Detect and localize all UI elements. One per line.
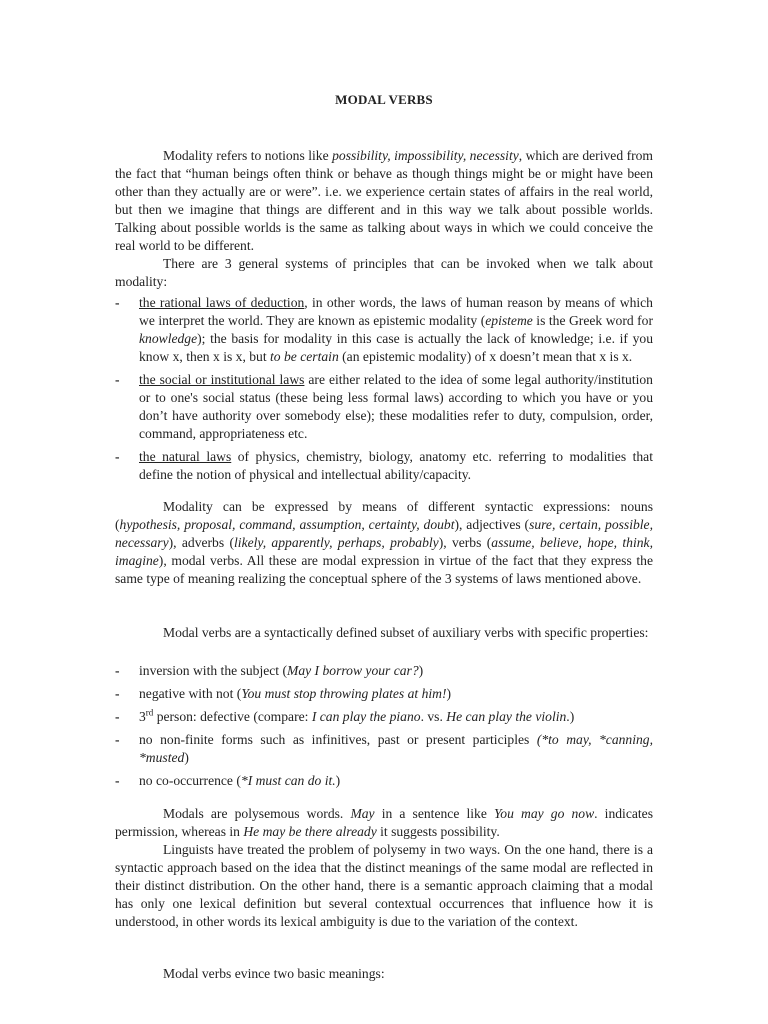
text-span: inversion with the subject ( [139, 663, 287, 678]
italic-span: to be certain [270, 349, 339, 364]
italic-span: hypothesis, proposal, command, assumption, certainty, doubt [119, 517, 455, 532]
text-span: Modal verbs are a syntactically defined subset of auxiliary verbs with specific properties: [163, 625, 649, 640]
paragraph-modal-properties [115, 624, 653, 642]
italic-span: episteme [485, 313, 533, 328]
text-span: . indicates permission, whereas in [115, 806, 653, 839]
underlined-term: the natural laws [139, 449, 232, 464]
italic-span: possibility, impossibility, necessity [332, 148, 519, 163]
text-span: ) [184, 750, 189, 765]
text-span: Modals are polysemous words. [163, 806, 351, 821]
paragraph-systems [115, 255, 653, 291]
laws-list [115, 294, 653, 484]
italic-span: (*to may, *canning, *musted [139, 732, 654, 765]
text-span: , which are derived from the fact that “human beings often think or behave as though things might be or might have been other than they actually are or were”. i.e. we experience certain states of affairs in the real world, but then we imagine that things are different and in this way we talk about possible worlds. Talking about possible worlds is the same as talking about ways in which we could conceive the real world to be different. [115, 148, 653, 253]
text-span: ); the basis for modality in this case is actually the lack of knowledge; i.e. if you know x, then x is x, but [139, 331, 653, 364]
text-span: ) [335, 773, 341, 788]
dash-bullet-icon: - [115, 709, 120, 724]
italic-span: knowledge [139, 331, 198, 346]
superscript: rd [145, 707, 154, 718]
italic-span: sure, certain, possible, necessary [115, 517, 653, 550]
italic-span: May [350, 806, 375, 821]
text-span: is the Greek word for [532, 313, 653, 328]
list-item [115, 662, 653, 680]
text-span: in a sentence like [374, 806, 494, 821]
italic-span: You must stop throwing plates at him! [241, 686, 447, 701]
text-span: Modality can be expressed by means of different syntactic expressions: nouns ( [115, 499, 653, 532]
text-span: 3 [139, 709, 146, 724]
paragraph-basic-meanings [115, 965, 653, 983]
list-item [115, 772, 653, 790]
paragraph-polysemy [115, 805, 653, 841]
dash-bullet-icon: - [115, 686, 120, 701]
list-item [115, 685, 653, 703]
text-span: ) [418, 663, 424, 678]
italic-span: You may go now [493, 806, 595, 821]
dash-bullet-icon: - [115, 732, 120, 747]
dash-bullet-icon: - [115, 449, 120, 464]
underlined-term: the rational laws of deduction [139, 295, 305, 310]
text-span: . vs. [420, 709, 447, 724]
text-span: no co-occurrence ( [139, 773, 241, 788]
italic-span: likely, apparently, perhaps, probably [234, 535, 439, 550]
list-item [115, 294, 653, 366]
list-item [115, 731, 653, 767]
text-span: Linguists have treated the problem of polysemy in two ways. On the one hand, there is a syntactic approach based on the idea that the distinct meanings of the same modal are reflected in their distinct distribution. On the other hand, there is a semantic approach claiming that a modal has only one lexical definition but several contextual occurrences that influence how it is understood, in other words its lexical ambiguity is due to the variation of the context. [115, 842, 653, 929]
paragraph-linguists [115, 841, 653, 931]
text-span: There are 3 general systems of principles that can be invoked when we talk about modality: [115, 256, 653, 289]
text-span: ) [446, 686, 452, 701]
text-span: ), adverbs ( [168, 535, 235, 550]
text-span: Modality refers to notions like [163, 148, 333, 163]
italic-span: *I must can do it. [240, 773, 336, 788]
italic-span: He may be there already [243, 824, 377, 839]
dash-bullet-icon: - [115, 773, 120, 788]
list-item [115, 708, 653, 726]
list-item [115, 448, 653, 484]
text-span: ), verbs ( [438, 535, 492, 550]
text-span: no non-finite forms such as infinitives, past or present participles [139, 732, 537, 747]
text-span: , in other words, the laws of human reason by means of which we interpret the world. They are known as epistemic modality ( [139, 295, 653, 328]
text-span: .) [566, 709, 575, 724]
paragraph-intro [115, 147, 653, 255]
text-span: ), adjectives ( [454, 517, 530, 532]
text-span: person: defective (compare: [153, 709, 312, 724]
page-title: MODAL VERBS [335, 92, 433, 107]
dash-bullet-icon: - [115, 663, 120, 678]
underlined-term: the social or institutional laws [139, 372, 305, 387]
text-span: ), modal verbs. All these are modal expression in virtue of the fact that they express the same type of meaning realizing the conceptual sphere of the 3 systems of laws mentioned above. [115, 553, 653, 586]
text-span: are either related to the idea of some legal authority/institution or to one's social status (these being less formal laws) according to which you have or you don’t have authority over somebody else); these modalities refer to duty, compulsion, order, command, appropriateness etc. [139, 372, 653, 441]
italic-span: assume, believe, hope, think, imagine [115, 535, 653, 568]
text-span: it suggests possibility. [376, 824, 500, 839]
italic-span: He can play the violin [446, 709, 567, 724]
italic-span: May I borrow your car? [287, 663, 419, 678]
text-span: (an epistemic modality) of x doesn’t mean that x is x. [338, 349, 633, 364]
italic-span: I can play the piano [311, 709, 421, 724]
text-span: of physics, chemistry, biology, anatomy etc. referring to modalities that define the notion of physical and intellectual ability/capacity. [139, 449, 653, 482]
paragraph-expressions [115, 498, 653, 588]
text-span: Modal verbs evince two basic meanings: [163, 966, 385, 981]
dash-bullet-icon: - [115, 372, 120, 387]
text-span: negative with not ( [139, 686, 242, 701]
list-item [115, 371, 653, 443]
properties-list [115, 662, 653, 790]
dash-bullet-icon: - [115, 295, 120, 310]
